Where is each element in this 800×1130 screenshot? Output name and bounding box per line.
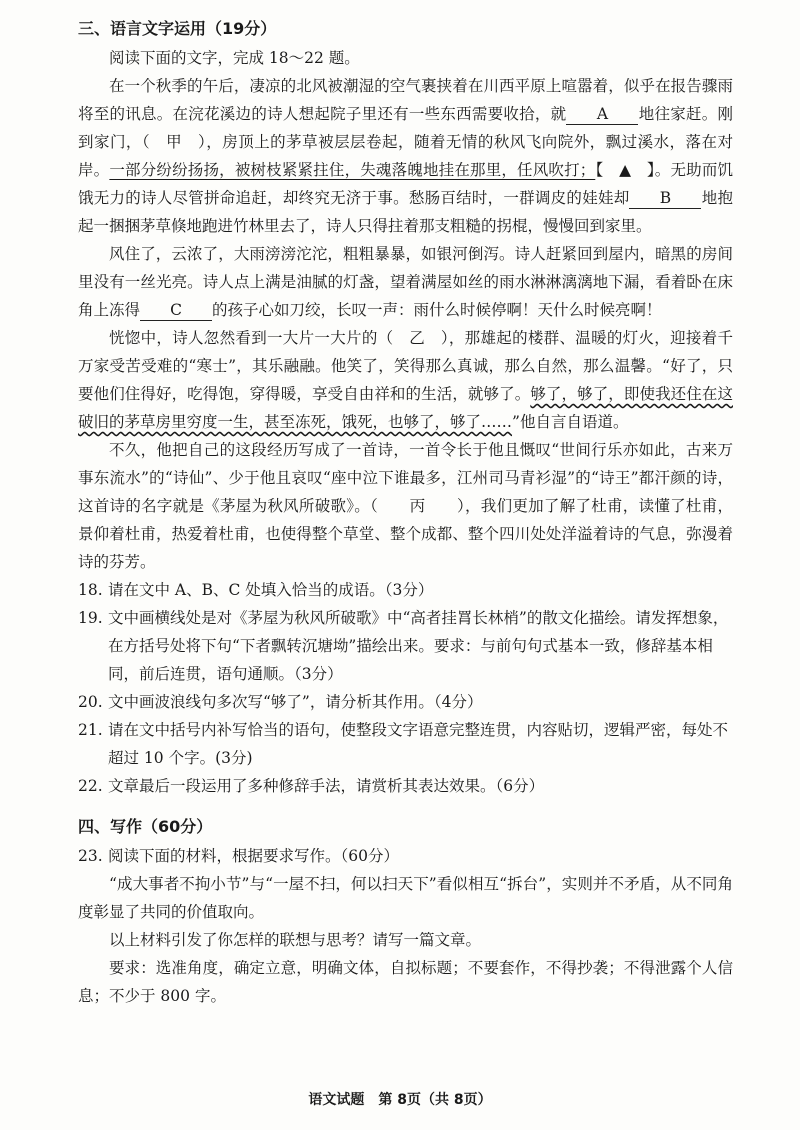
p1-text-2: 地往家赶。刚到家门，（ 甲 ），房顶上的茅草被层层卷起，随着无情的秋风飞向院外，飘过溪水，落在对岸。: [78, 105, 733, 179]
p3-text-2: ”他自言自语道。: [512, 413, 629, 431]
question-item: [78, 716, 733, 772]
question-item: [78, 604, 733, 688]
question-number: 19.: [78, 609, 103, 627]
question-list: [78, 576, 733, 800]
question-item: [78, 772, 733, 800]
p2-text-1: 风住了，云浓了，大雨滂滂沱沱，粗粗暴暴，如银河倒泻。诗人赶紧回到屋内，暗黑的房间里没有一丝光亮。诗人点上满是油腻的灯盏，望着满屋如丝的雨水淋淋漓漓地下漏，看着卧在床角上冻得: [78, 245, 733, 319]
question-number: 18.: [78, 581, 103, 599]
question-number: 22.: [78, 777, 103, 795]
passage-paragraph-4: 不久，他把自己的这段经历写成了一首诗，一首令长于他且慨叹“世间行乐亦如此，古来万事东流水”的“诗仙”、少于他且哀叹“座中泣下谁最多，江州司马青衫湿”的“诗王”都汗颜的诗，这首诗的名字就是《茅屋为秋风所破歌》。（ 丙 ），我们更加了解了杜甫，读懂了杜甫，景仰着杜甫，热爱着杜甫，也使得整个草堂、整个成都、整个四川处处洋溢着诗的气息，弥漫着诗的芬芳。: [78, 441, 733, 571]
p1-text-3: 【 ▲ 】。无助而饥饿无力的诗人尽管拼命追赶，却终究无济于事。愁肠百结时，一群调皮的娃娃却: [78, 161, 733, 207]
question-item: [78, 688, 733, 716]
underlined-sentence: 一部分纷纷扬扬，被树枝紧紧拄住，失魂落魄地挂在那里，任风吹打；: [109, 161, 596, 179]
question-text: 文章最后一段运用了多种修辞手法，请赏析其表达效果。（6分）: [108, 777, 545, 795]
question-item: [78, 576, 733, 604]
passage-paragraph-1: [78, 72, 733, 240]
question-text: 文中画横线处是对《茅屋为秋风所破歌》中“高者挂罥长林梢”的散文化描绘。请发挥想象，在方括号处将下句“下者飘转沉塘坳”描绘出来。要求：与前句句式基本一致，修辞基本相同，前后连贯，语句通顺。（3分）: [108, 609, 729, 683]
blank-b: B: [629, 188, 701, 209]
question-text: 请在文中 A、B、C 处填入恰当的成语。（3分）: [108, 581, 434, 599]
section-4-title: 四、写作（60分）: [78, 817, 213, 836]
blank-a: A: [566, 104, 638, 125]
writing-question: [78, 842, 733, 870]
page-footer: 语文试题 第 8页（共 8页）: [308, 1092, 492, 1108]
question-number: 21.: [78, 721, 103, 739]
question-number: 20.: [78, 693, 103, 711]
page-content: [78, 14, 733, 1010]
writing-material: “成大事者不拘小节”与“一屋不扫，何以扫天下”看似相互“拆台”，实则并不矛盾，从不同角度彰显了共同的价值取向。: [78, 875, 733, 921]
passage-paragraph-3: [78, 324, 733, 436]
question-text: 阅读下面的材料，根据要求写作。（60分）: [108, 847, 399, 865]
p2-text-2: 的孩子心如刀绞，长叹一声：雨什么时候停啊！天什么时候亮啊！: [212, 301, 662, 319]
question-text: 请在文中括号内补写恰当的语句，使整段文字语意完整连贯，内容贴切，逻辑严密，每处不超过 10 个字。(3分): [108, 721, 729, 767]
section-3-intro: 阅读下面的文字，完成 18～22 题。: [109, 49, 360, 67]
question-text: 文中画波浪线句多次写“够了”，请分析其作用。（4分）: [108, 693, 483, 711]
wavy-underlined-sentence: 够了，够了，即使我还住在这破旧的茅草房里穷度一生，甚至冻死，饿死，也够了，够了……: [78, 385, 733, 431]
p1-text-4: 地抱起一捆捆茅草倏地跑进竹林里去了，诗人只得拄着那支粗糙的拐棍，慢慢回到家里。: [78, 189, 733, 235]
blank-c: C: [140, 300, 212, 321]
writing-requirements: 要求：选准角度，确定立意，明确文体，自拟标题；不要套作，不得抄袭；不得泄露个人信息；不少于 800 字。: [78, 959, 733, 1005]
passage-paragraph-2: [78, 240, 733, 324]
p1-text-1: 在一个秋季的午后，凄凉的北风被潮湿的空气裹挟着在川西平原上喧嚣着，似乎在报告骤雨将至的讯息。在浣花溪边的诗人想起院子里还有一些东西需要收拾，就: [78, 77, 733, 123]
question-number: 23.: [78, 847, 103, 865]
p3-text-1: 恍惚中，诗人忽然看到一大片一大片的（ 乙 ），那雄起的楼群、温暖的灯火，迎接着千万家受苦受难的“寒士”，其乐融融。他笑了，笑得那么真诚，那么自然，那么温馨。“好了，只要他们住得好，吃得饱，穿得暖，享受自由祥和的生活，就够了。: [78, 329, 733, 403]
section-3-title: 三、语言文字运用（19分）: [78, 19, 277, 38]
writing-prompt: 以上材料引发了你怎样的联想与思考？请写一篇文章。: [109, 931, 482, 949]
